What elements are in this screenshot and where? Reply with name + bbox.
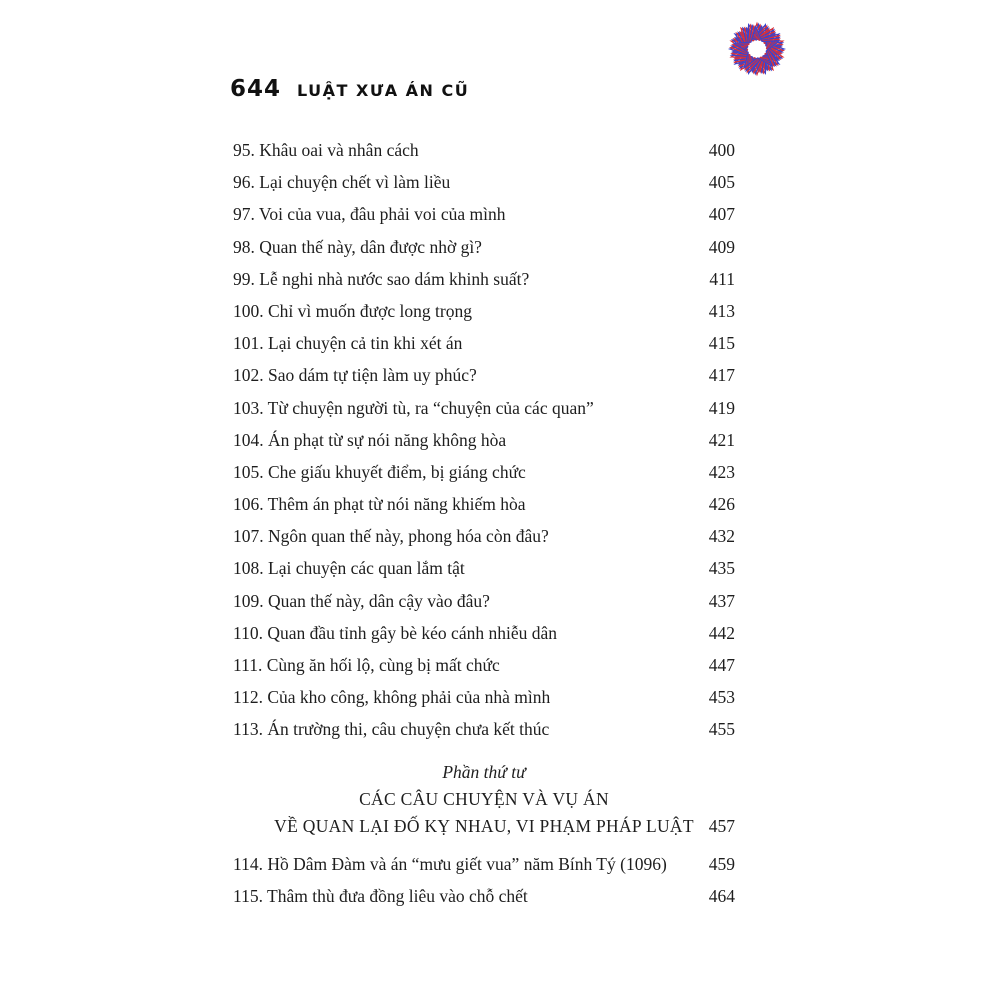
toc-entry-title: 114. Hồ Dâm Đàm và án “mưu giết vua” năm Bính Tý (1096) — [233, 853, 667, 874]
publisher-emblem — [719, 13, 795, 90]
toc-entry — [233, 263, 735, 295]
running-header — [230, 76, 469, 102]
toc-page-number: 455 — [708, 719, 735, 740]
toc-entry — [233, 295, 735, 327]
toc-page-number: 415 — [708, 333, 735, 354]
toc-entry — [233, 713, 735, 745]
toc-entry-title: 112. Của kho công, không phải của nhà mình — [233, 687, 551, 708]
toc-entry-title: 115. Thâm thù đưa đồng liêu vào chỗ chết — [233, 885, 528, 906]
toc-entry — [233, 134, 735, 166]
toc-page-number: 407 — [708, 204, 735, 225]
toc-page-number: 413 — [708, 300, 735, 321]
section-page-number: 457 — [708, 815, 735, 836]
table-of-contents — [233, 134, 735, 912]
toc-entry-title: 107. Ngôn quan thế này, phong hóa còn đâu? — [233, 526, 549, 547]
toc-page-number: 409 — [708, 236, 735, 257]
toc-page-number: 432 — [708, 526, 735, 547]
toc-entry-title: 108. Lại chuyện các quan lắm tật — [233, 558, 465, 579]
toc-entry-title: 103. Từ chuyện người tù, ra “chuyện của các quan” — [233, 397, 594, 418]
toc-entry — [233, 359, 735, 391]
toc-entry-title: 99. Lễ nghi nhà nước sao dám khinh suất? — [233, 268, 530, 289]
toc-page-number: 442 — [708, 622, 735, 643]
toc-entry — [233, 617, 735, 649]
toc-entry — [233, 424, 735, 456]
toc-entry-title: 95. Khâu oai và nhân cách — [233, 140, 419, 160]
toc-entry-title: 111. Cùng ăn hối lộ, cùng bị mất chức — [233, 655, 500, 675]
toc-entry-title: 110. Quan đầu tỉnh gây bè kéo cánh nhiễu dân — [233, 622, 557, 643]
toc-entry — [233, 585, 735, 617]
toc-page-number: 419 — [708, 397, 735, 418]
section-title-line1: CÁC CÂU CHUYỆN VÀ VỤ ÁN — [359, 788, 609, 809]
toc-entry — [233, 327, 735, 359]
toc-page-number: 423 — [708, 461, 735, 482]
toc-page-number: 459 — [708, 853, 735, 874]
toc-page-number: 411 — [709, 268, 735, 289]
toc-entry-title: 113. Án trường thi, câu chuyện chưa kết thúc — [233, 719, 550, 740]
toc-entry — [233, 681, 735, 713]
toc-entry-title: 109. Quan thế này, dân cậy vào đâu? — [233, 590, 490, 611]
toc-entry-title: 98. Quan thế này, dân được nhờ gì? — [233, 236, 482, 257]
toc-page-number: 447 — [708, 655, 735, 675]
section-title-line2: VỀ QUAN LẠI ĐỐ KỴ NHAU, VI PHẠM PHÁP LUẬT — [274, 815, 694, 836]
folio-page-number: 644 — [230, 76, 282, 102]
book-running-title: LUẬT XƯA ÁN CŨ — [297, 81, 470, 100]
toc-entry-title: 104. Án phạt từ sự nói năng không hòa — [233, 429, 507, 450]
toc-entry — [233, 166, 735, 198]
toc-entry-title: 96. Lại chuyện chết vì làm liều — [233, 172, 451, 193]
toc-entry — [233, 231, 735, 263]
toc-continued — [233, 848, 735, 912]
toc-entry — [233, 552, 735, 584]
toc-entry — [233, 488, 735, 520]
toc-page-number: 453 — [708, 687, 735, 708]
toc-entry — [233, 649, 735, 681]
toc-page-number: 426 — [708, 494, 735, 515]
toc-page-number: 464 — [708, 885, 735, 906]
toc-entry-title: 100. Chỉ vì muốn được long trọng — [233, 300, 472, 321]
toc-page-number: 417 — [708, 365, 735, 386]
toc-page-number: 405 — [708, 172, 735, 193]
toc-entry — [233, 198, 735, 230]
toc-entry — [233, 880, 735, 912]
toc-entry-title: 105. Che giấu khuyết điểm, bị giáng chức — [233, 461, 526, 482]
toc-entry-title: 97. Voi của vua, đâu phải voi của mình — [233, 204, 506, 225]
toc-entry-title: 101. Lại chuyện cả tin khi xét án — [233, 333, 463, 354]
toc-page-number: 437 — [708, 590, 735, 611]
toc-page-number: 421 — [708, 429, 735, 450]
toc-entry — [233, 456, 735, 488]
toc-entry — [233, 848, 735, 880]
toc-entry — [233, 392, 735, 424]
star-spirograph-icon — [719, 13, 795, 85]
section-heading — [233, 758, 735, 840]
toc-entry — [233, 520, 735, 552]
toc-entry-title: 106. Thêm án phạt từ nói năng khiếm hòa — [233, 494, 526, 515]
section-kicker: Phần thứ tư — [442, 761, 526, 782]
toc-entry-title: 102. Sao dám tự tiện làm uy phúc? — [233, 365, 477, 386]
toc-page-number: 400 — [708, 140, 735, 160]
toc-page-number: 435 — [708, 558, 735, 579]
